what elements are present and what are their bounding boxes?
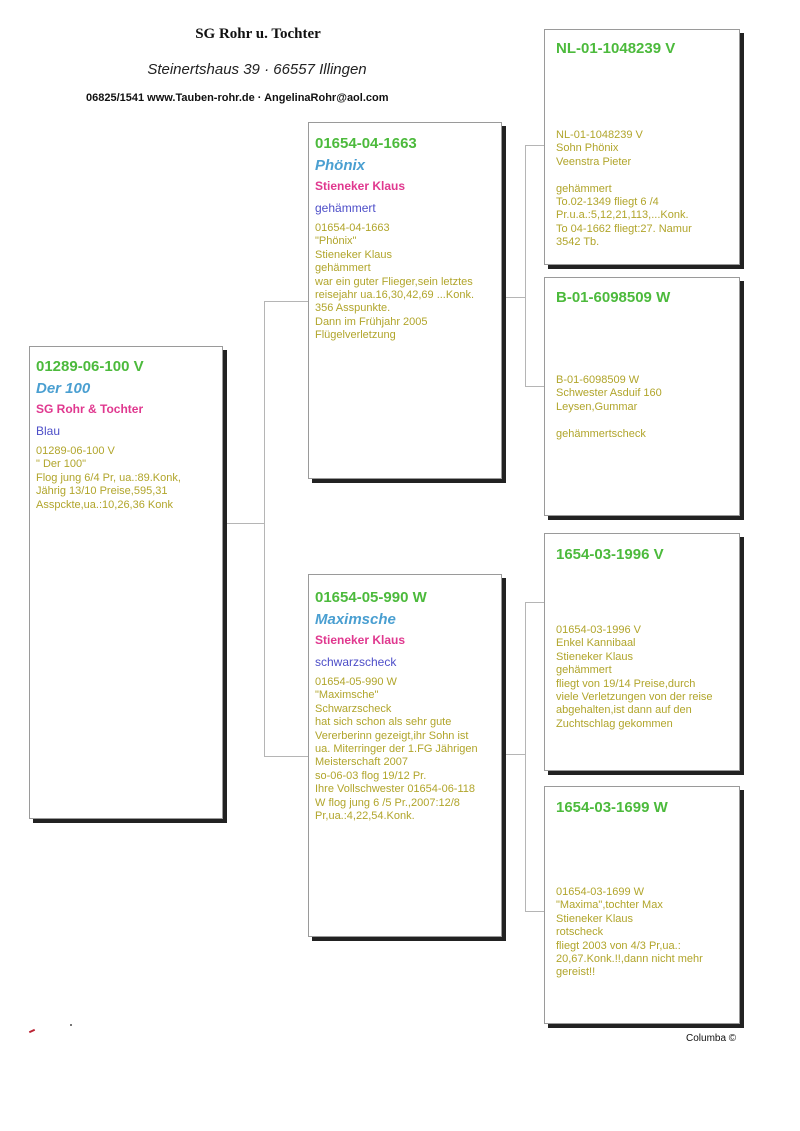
note-line: Sohn Phönix <box>556 142 619 155</box>
scan-speck <box>29 1029 35 1033</box>
ring-number: B-01-6098509 W <box>556 289 671 306</box>
connector-mf <box>525 602 544 603</box>
connector-mm <box>525 911 544 912</box>
note-line: To 04-1662 fliegt:27. Namur <box>556 222 692 235</box>
pigeon-name: Phönix <box>315 157 366 174</box>
connector-ff <box>525 145 544 146</box>
connector-mother-out <box>501 754 526 755</box>
note-line: 3542 Tb. <box>556 236 600 249</box>
breeder-name: Stieneker Klaus <box>315 633 406 647</box>
note-line: W flog jung 6 /5 Pr.,2007:12/8 <box>315 796 460 809</box>
note-line: viele Verletzungen von der reise <box>556 691 713 704</box>
ring-number: 01654-05-990 W <box>315 589 427 606</box>
note-line: Enkel Kannibaal <box>556 637 636 650</box>
note-line: 01654-04-1663 <box>315 222 390 234</box>
note-blank-line <box>556 414 739 427</box>
pedigree-card-sire-sire <box>544 29 740 265</box>
note-line: Pr.u.a.:5,12,21,113,...Konk. <box>556 209 689 222</box>
note-line: Zuchtschlag gekommen <box>556 717 673 730</box>
note-line: 01289-06-100 V <box>36 445 115 457</box>
note-line: Meisterschaft 2007 <box>315 756 408 769</box>
connector-fm <box>525 386 544 387</box>
note-line: 01654-05-990 W <box>315 676 397 688</box>
note-line: Flog jung 6/4 Pr, ua.:89.Konk, <box>36 471 181 484</box>
connector-father-out <box>501 297 526 298</box>
pigeon-name: Maximsche <box>315 611 396 628</box>
note-line: Leysen,Gummar <box>556 400 638 413</box>
pedigree-notes <box>556 129 739 250</box>
ring-number: 1654-03-1996 V <box>556 546 664 563</box>
note-line: "Maximsche" <box>315 689 379 702</box>
note-line: Schwester Asduif 160 <box>556 387 662 400</box>
note-line: Stieneker Klaus <box>315 248 393 261</box>
pedigree-card-sire-dam <box>544 277 740 516</box>
note-line: reisejahr ua.16,30,42,69 ...Konk. <box>315 289 474 302</box>
note-line: gehämmertscheck <box>556 427 646 440</box>
note-line: war ein guter Flieger,sein letztes <box>315 275 473 288</box>
address: Steinertshaus 39 · 66557 Illingen <box>147 61 367 78</box>
note-line: 20,67.Konk.!!,dann nicht mehr <box>556 953 703 966</box>
connector-father <box>264 301 309 302</box>
pedigree-notes <box>556 374 739 441</box>
connector-main <box>222 523 265 524</box>
note-line: ua. Miterringer der 1.FG Jährigen <box>315 743 478 756</box>
ring-number: 01654-04-1663 <box>315 135 417 152</box>
note-line: 356 Asspunkte. <box>315 302 391 315</box>
ring-number: NL-01-1048239 V <box>556 40 676 57</box>
breeder-name: Stieneker Klaus <box>315 179 406 193</box>
pedigree-card-mother <box>308 574 502 937</box>
copyright-footer: Columba © <box>686 1033 737 1044</box>
note-line: so-06-03 flog 19/12 Pr. <box>315 769 427 782</box>
loft-name: SG Rohr u. Tochter <box>195 26 321 42</box>
note-line: hat sich schon als sehr gute <box>315 716 452 729</box>
note-line: "Maxima",tochter Max <box>556 899 663 912</box>
note-line: "Phönix" <box>315 235 357 248</box>
pedigree-notes <box>556 624 739 731</box>
pedigree-card-father <box>308 122 502 479</box>
note-line: Schwarzscheck <box>315 702 392 715</box>
connector-mother-vertical <box>525 602 526 912</box>
note-line: Stieneker Klaus <box>556 650 634 663</box>
note-line: gehämmert <box>556 182 612 195</box>
note-line: Stieneker Klaus <box>556 912 634 925</box>
pigeon-name: Der 100 <box>36 380 91 397</box>
note-blank-line <box>556 169 739 182</box>
note-line: NL-01-1048239 V <box>556 129 643 141</box>
pedigree-notes <box>315 676 501 823</box>
note-line: Veenstra Pieter <box>556 155 632 168</box>
note-line: rotscheck <box>556 926 604 939</box>
pedigree-notes <box>556 886 739 980</box>
pedigree-card-dam-sire <box>544 533 740 771</box>
note-line: abgehalten,ist dann auf den <box>556 704 692 717</box>
plumage-color: Blau <box>36 424 61 438</box>
note-line: fliegt 2003 von 4/3 Pr,ua.: <box>556 939 681 952</box>
ring-number: 1654-03-1699 W <box>556 799 668 816</box>
pedigree-card-dam-dam <box>544 786 740 1024</box>
note-line: Pr,ua.:4,22,54.Konk. <box>315 810 415 823</box>
breeder-name: SG Rohr & Tochter <box>36 402 144 416</box>
note-line: Asspckte,ua.:10,26,36 Konk <box>36 498 173 511</box>
note-line: Vererberinn gezeigt,ihr Sohn ist <box>315 729 469 742</box>
connector-mother <box>264 756 309 757</box>
pedigree-card-main <box>29 346 223 819</box>
plumage-color: gehämmert <box>315 201 376 215</box>
connector-gen1-vertical <box>264 301 265 757</box>
note-line: Dann im Frühjahr 2005 <box>315 315 428 328</box>
contact-line: 06825/1541 www.Tauben-rohr.de · AngelinaRohr@aol.com <box>86 92 389 104</box>
note-line: gehämmert <box>556 664 612 677</box>
note-line: B-01-6098509 W <box>556 374 640 386</box>
note-line: Flügelverletzung <box>315 329 396 342</box>
note-line: gereist!! <box>556 966 596 979</box>
note-line: Ihre Vollschwester 01654-06-118 <box>315 783 476 796</box>
note-line: gehämmert <box>315 262 371 275</box>
pedigree-notes <box>315 222 501 343</box>
note-line: 01654-03-1996 V <box>556 624 642 636</box>
pedigree-notes <box>36 445 222 512</box>
connector-father-vertical <box>525 145 526 387</box>
note-line: 01654-03-1699 W <box>556 886 645 898</box>
ring-number: 01289-06-100 V <box>36 358 144 375</box>
note-line: " Der 100" <box>36 458 86 471</box>
note-line: fliegt von 19/14 Preise,durch <box>556 677 696 690</box>
note-line: Jährig 13/10 Preise,595,31 <box>36 485 168 498</box>
scan-speck <box>70 1024 72 1026</box>
note-line: To.02-1349 fliegt 6 /4 <box>556 196 659 209</box>
plumage-color: schwarzscheck <box>315 655 397 669</box>
